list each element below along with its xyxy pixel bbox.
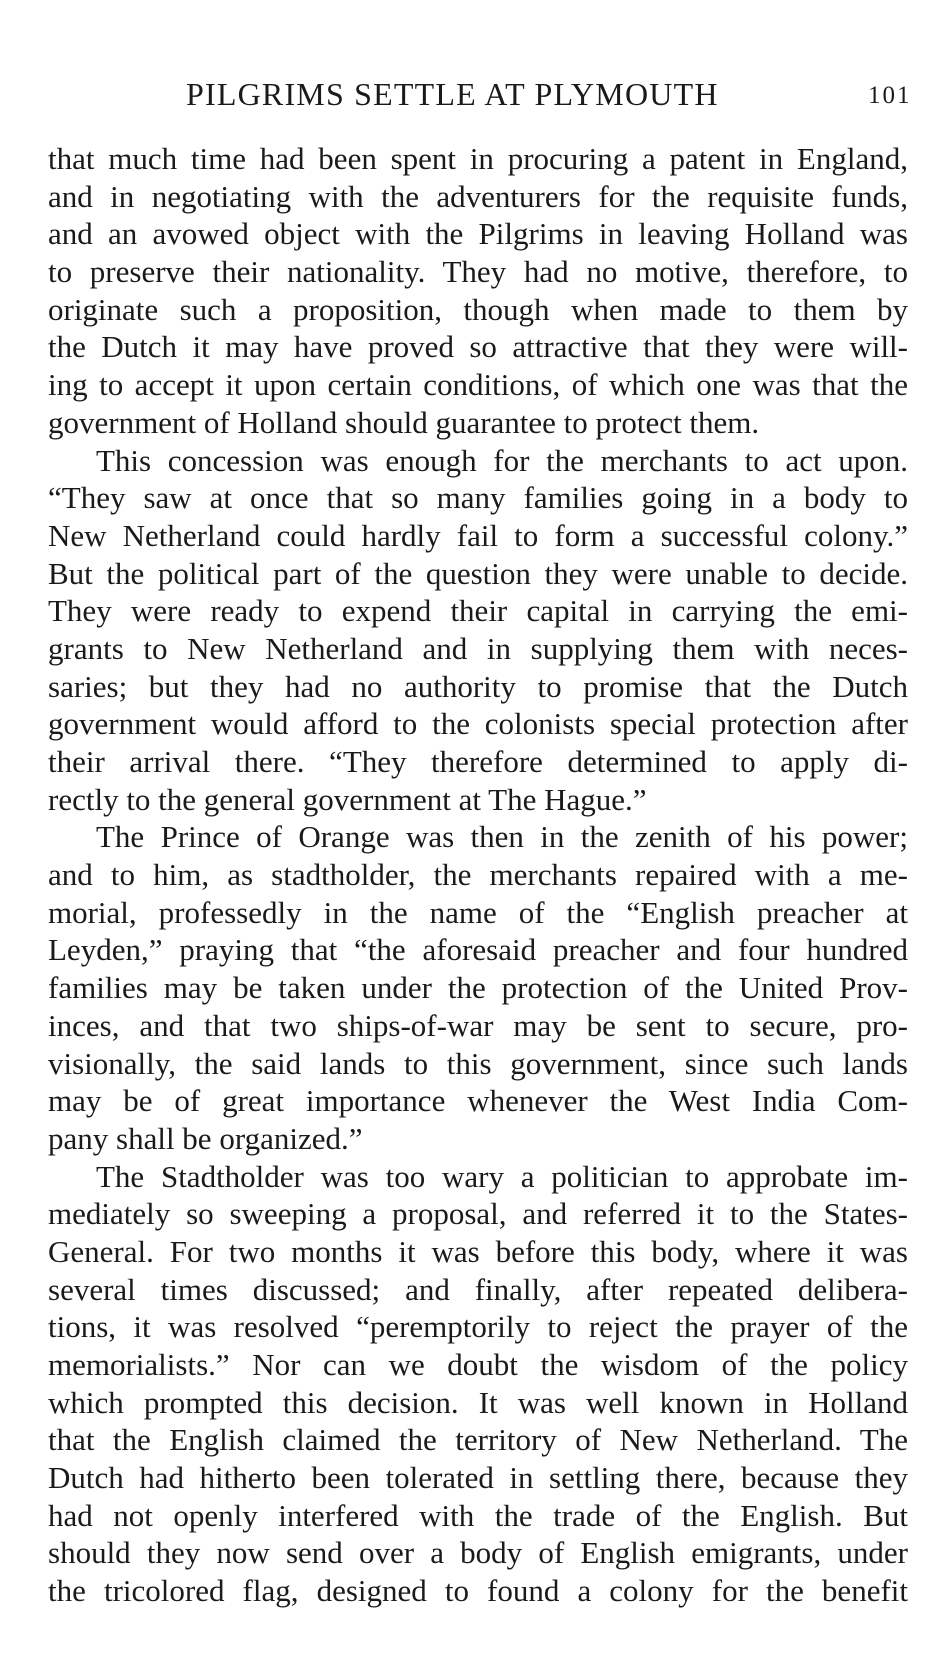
text-line: General. For two months it was before this body, where it was: [48, 1233, 908, 1269]
text-line: families may be taken under the protection of the United Prov-: [48, 970, 908, 1006]
text-line: Dutch had hitherto been tolerated in settling there, because they: [48, 1460, 908, 1496]
text-line: visionally, the said lands to this government, since such lands: [48, 1045, 908, 1081]
text-line: and an avowed object with the Pilgrims in leaving Holland was: [48, 216, 908, 252]
text-line: grants to New Netherland and in supplying them with neces-: [48, 630, 908, 666]
text-line: morial, professedly in the name of the “English preacher at: [48, 894, 908, 930]
text-line: memorialists.” Nor can we doubt the wisdom of the policy: [48, 1347, 908, 1382]
text-line: that much time had been spent in procuring a patent in England,: [48, 141, 908, 176]
text-line: had not openly interfered with the trade of the English. But: [48, 1497, 908, 1533]
text-line: saries; but they had no authority to promise that the Dutch: [48, 668, 908, 704]
text-line: mediately so sweeping a proposal, and referred it to the States-: [48, 1196, 908, 1232]
text-line: may be of great importance whenever the West India Com-: [48, 1083, 908, 1119]
text-line: The Stadtholder was too wary a politician to approbate im-: [96, 1158, 908, 1194]
text-line: to preserve their nationality. They had no motive, therefore, to: [48, 254, 908, 290]
body-text: [48, 140, 908, 1610]
text-line: inces, and that two ships-of-war may be sent to secure, pro-: [48, 1007, 908, 1043]
paragraph: [48, 818, 908, 1157]
text-line: government would afford to the colonists special protection after: [48, 706, 908, 742]
text-line: rectly to the general government at The Hague.”: [48, 781, 647, 817]
text-line: that the English claimed the territory of New Netherland. The: [48, 1422, 908, 1458]
text-line: should they now send over a body of English emigrants, under: [48, 1535, 908, 1571]
text-line: several times discussed; and finally, after repeated delibera-: [48, 1271, 908, 1307]
text-line: the tricolored flag, designed to found a colony for the benefit: [48, 1573, 908, 1609]
text-line: the Dutch it may have proved so attractive that they were will-: [48, 329, 908, 365]
text-line: New Netherland could hardly fail to form a successful colony.”: [48, 517, 908, 553]
text-line: tions, it was resolved “peremptorily to reject the prayer of the: [48, 1309, 908, 1345]
text-line: This concession was enough for the merchants to act upon.: [96, 442, 908, 478]
text-line: They were ready to expend their capital in carrying the emi-: [48, 593, 908, 629]
text-line: their arrival there. “They therefore determined to apply di-: [48, 744, 908, 779]
text-line: pany shall be organized.”: [48, 1120, 363, 1156]
running-header: [0, 74, 950, 114]
text-line: which prompted this decision. It was well known in Holland: [48, 1384, 908, 1420]
text-line: and to him, as stadtholder, the merchants repaired with a me-: [48, 857, 908, 893]
text-line: “They saw at once that so many families going in a body to: [48, 480, 908, 516]
text-line: The Prince of Orange was then in the zenith of his power;: [96, 819, 908, 855]
running-title: PILGRIMS SETTLE AT PLYMOUTH: [186, 76, 719, 112]
paragraph: [48, 1158, 908, 1610]
text-line: Leyden,” praying that “the aforesaid preacher and four hundred: [48, 932, 908, 968]
text-line: and in negotiating with the adventurers for the requisite funds,: [48, 178, 908, 214]
text-line: But the political part of the question they were unable to decide.: [48, 555, 908, 591]
text-line: originate such a proposition, though when made to them by: [48, 291, 908, 327]
paragraph: [48, 140, 908, 442]
paragraph: [48, 442, 908, 819]
text-line: government of Holland should guarantee to protect them.: [48, 404, 760, 440]
text-line: ing to accept it upon certain conditions, of which one was that the: [48, 367, 908, 403]
page-number: 101: [868, 82, 912, 109]
